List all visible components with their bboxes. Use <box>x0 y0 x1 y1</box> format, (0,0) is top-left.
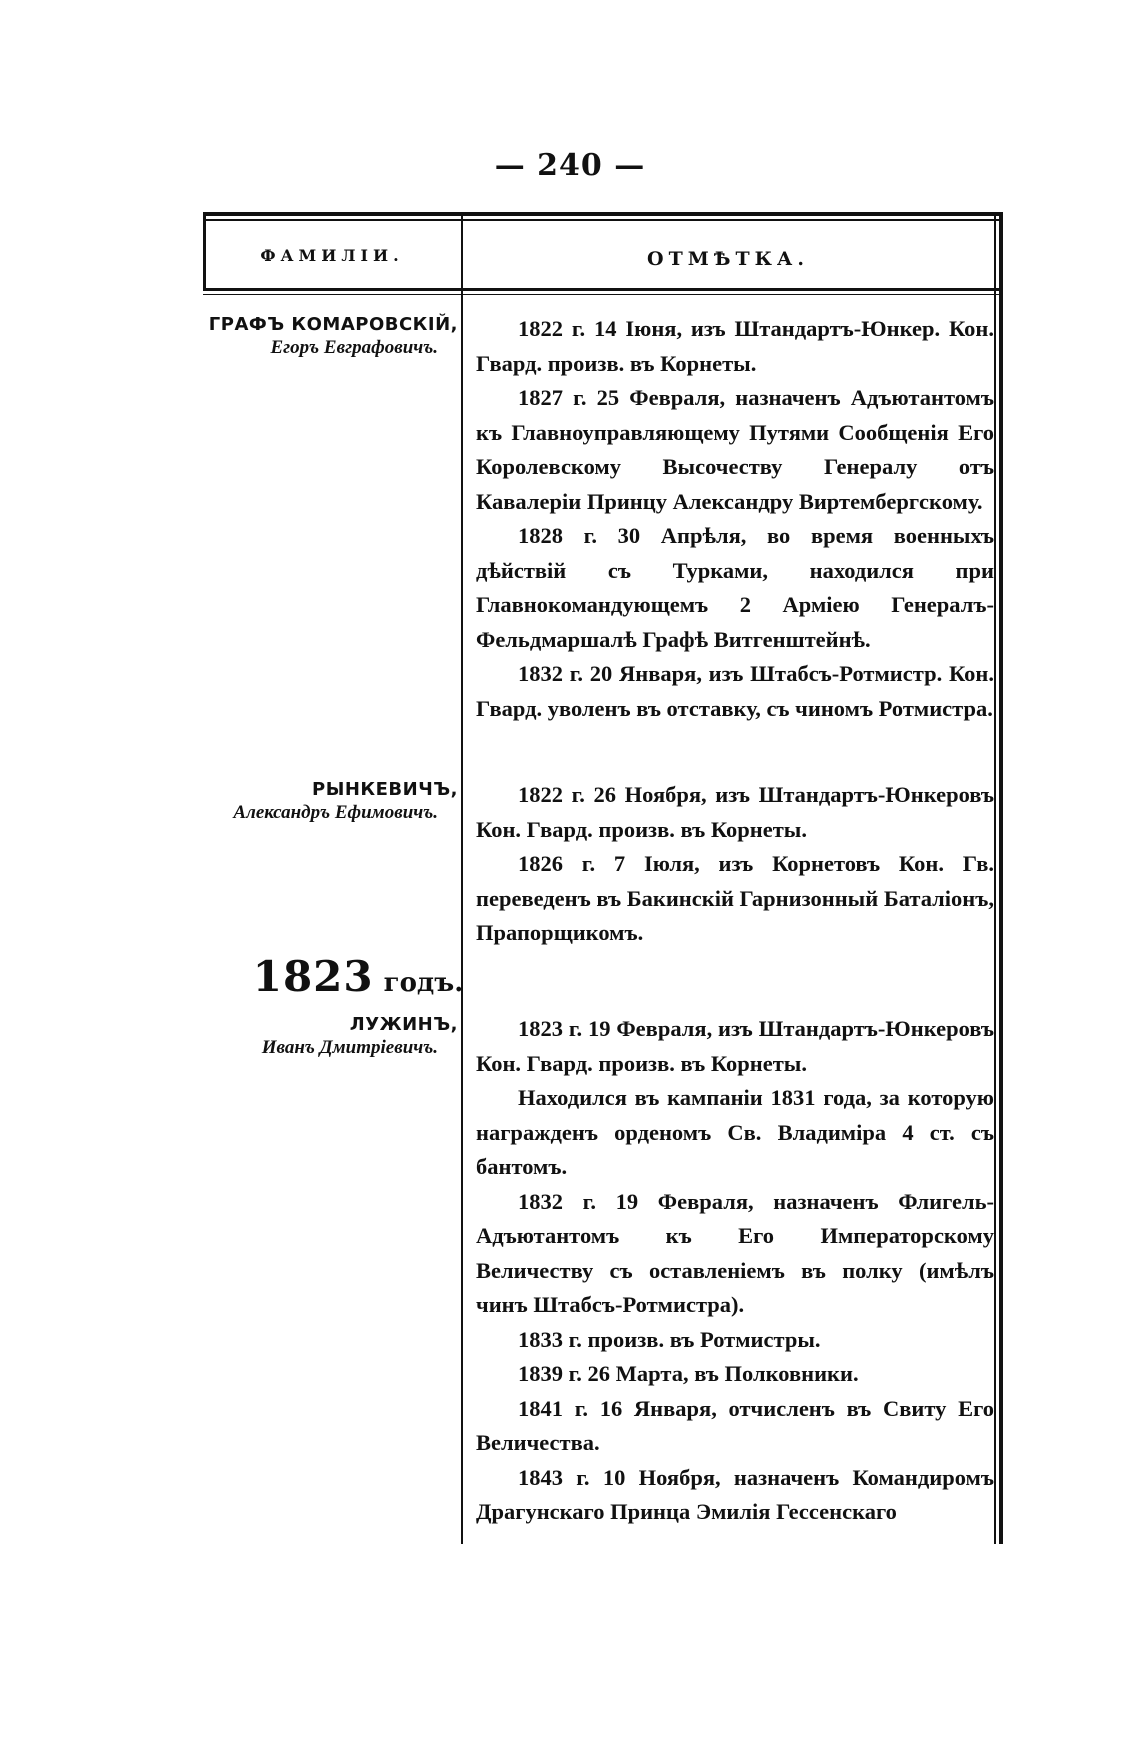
person-name-block <box>203 1014 458 1060</box>
person-surname: ГРАФЪ КОМАРОВСКІЙ, <box>208 314 458 335</box>
entry-paragraph: 1843 г. 10 Ноября, назначенъ Командиромъ Драгунскаго Принца Эмилія Гессенскаго <box>476 1464 994 1524</box>
person-name-block <box>203 314 458 360</box>
header-notes: ОТМѢТКА. <box>647 248 809 270</box>
entry-paragraph: 1833 г. произв. въ Ротмистры. <box>518 1326 821 1352</box>
header-rule-thick <box>203 288 1003 291</box>
entry-paragraph: 1822 г. 14 Іюня, изъ Штандартъ-Юнкер. Кон. Гвард. произв. въ Корнеты. <box>476 316 994 376</box>
top-rule-thin <box>203 219 1003 221</box>
entry-paragraph: Находился въ кампаніи 1831 года, за которую награжденъ орденомъ Св. Владиміра 4 ст. съ бантомъ. <box>476 1085 994 1179</box>
column-divider <box>461 212 463 1544</box>
header-rule-thin <box>203 294 1003 295</box>
entry-paragraph: 1832 г. 20 Января, изъ Штабсъ-Ротмистр. Кон. Гвард. уволенъ въ отставку, съ чиномъ Ротмистра. <box>476 661 994 721</box>
entry-paragraph: 1823 г. 19 Февраля, изъ Штандартъ-Юнкеровъ Кон. Гвард. произв. въ Корнеты. <box>476 1016 994 1076</box>
record-table <box>203 212 1003 1544</box>
person-entries <box>476 312 994 726</box>
person-given-name: Александръ Ефимовичъ. <box>233 802 438 823</box>
person-surname: ЛУЖИНЪ, <box>349 1014 458 1035</box>
right-border-inner <box>994 212 996 1544</box>
year-heading <box>243 952 473 1001</box>
year-heading-year: 1823 <box>252 952 374 1001</box>
entry-paragraph: 1839 г. 26 Марта, въ Полковники. <box>518 1361 859 1386</box>
entry-paragraph: 1822 г. 26 Ноября, изъ Штандартъ-Юнкеровъ Кон. Гвард. произв. въ Корнеты. <box>476 782 994 842</box>
person-given-name: Егоръ Евграфовичъ. <box>270 337 438 358</box>
entry-paragraph: 1832 г. 19 Февраля, назначенъ Флигель-Адъютантомъ къ Его Императорскому Величеству съ оставленіемъ въ полку (имѣлъ чинъ Штабсъ-Ротмистра). <box>476 1188 994 1317</box>
entry-paragraph: 1826 г. 7 Іюля, изъ Корнетовъ Кон. Гв. переведенъ въ Бакинскій Гарнизонный Баталіонъ, Прапорщикомъ. <box>476 851 994 945</box>
person-surname: РЫНКЕВИЧЪ, <box>312 779 458 800</box>
page-number: — 240 — <box>494 148 646 183</box>
person-entries <box>476 1012 994 1530</box>
person-entries <box>476 778 994 951</box>
entry-paragraph: 1827 г. 25 Февраля, назначенъ Адъютантомъ къ Главноуправляющему Путями Сообщенія Его Королевскому Высочеству Генералу отъ Кавалеріи Принцу Александру Виртембергскому. <box>476 385 994 514</box>
person-name-block <box>203 779 458 825</box>
person-given-name: Иванъ Дмитріевичъ. <box>261 1037 438 1058</box>
top-rule-thick <box>203 212 1003 216</box>
right-border <box>999 212 1003 1544</box>
header-surnames: ФАМИЛІИ. <box>260 246 404 265</box>
year-heading-word: годъ. <box>383 968 464 998</box>
entry-paragraph: 1841 г. 16 Января, отчисленъ въ Свиту Его Величества. <box>476 1395 994 1455</box>
entry-paragraph: 1828 г. 30 Апрѣля, во время военныхъ дѣйствій съ Турками, находился при Главнокомандующемъ 2 Арміею Генералъ-Фельдмаршалѣ Графѣ Витгенштейнѣ. <box>476 523 994 652</box>
